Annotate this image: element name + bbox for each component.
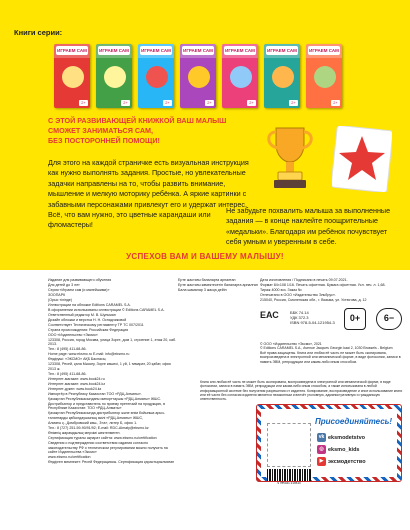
certification-marks [260, 306, 410, 342]
cover-illustration [62, 66, 84, 88]
social-label: эксмодетство [328, 459, 366, 465]
intro-line: БЕЗ ПОСТОРОННЕЙ ПОМОЩИ! [48, 136, 160, 146]
imprint-line: Формат 84×108 1/16. Печать офсетная. Бумага офсетная. Усл. печ. л. 1,68. [260, 282, 386, 287]
imprint-line: 123308, Ресей, қала Мәскеу, Зорге көшесі, 1 үй, 1 ғимарат, 20 қабат, офис 2013 ж. [48, 362, 172, 371]
age-badge: 2+ [247, 100, 256, 106]
imprint-line: Отпечатано в ООО «Издательство Эльбрус». [260, 292, 336, 297]
cover-illustration [314, 66, 336, 88]
imprint-line: Ерте жастағы балаларға арналған [178, 278, 236, 282]
imprint-line: (Орыс тілінде) [48, 297, 72, 302]
cover-title: ИГРАЕМ САМ [99, 48, 129, 53]
social-label: eksmodetstvo [328, 435, 365, 441]
imprint-line: Тел.: 8 (727) 251-59-90/91/92; E-mail: RDC-Almaty@eksmo.kz [48, 425, 149, 430]
intro-heading [48, 116, 248, 147]
imprint-line: 215040, Россия, Смоленская обл., г. Вязьма, ул. Устюгова, д. 12 [260, 297, 367, 302]
imprint-line: 123308, Россия, город Москва, улица Зорге, дом 1, строение 1, этаж 20, каб. 2013. [48, 337, 177, 347]
age-badge: 2+ [331, 100, 340, 106]
social-link-youtube[interactable] [317, 457, 401, 467]
cover-title: ИГРАЕМ САМ [309, 48, 339, 53]
star-medal-icon [332, 126, 392, 192]
imprint-line: Өндірген мемлекет: Ресей Федерациясы. Сертификация қарастырылмаған [48, 460, 175, 465]
imprint-line: Алматы қ., Домбровский көш., 3«а», литер Б, офис 1. [48, 420, 138, 425]
cover-illustration [272, 66, 294, 88]
imprint-line: Қазақстан Республикасында дистрибьютор және өнім бойынша арыз-талаптарды қабылдаушының өкілі «РДЦ-Алматы» ЖШС, [48, 411, 165, 420]
imprint-line: www.eksmo.ru/certification [48, 455, 91, 460]
card-title: Присоединяйтесь! [315, 417, 393, 426]
imprint-line: Сертификация туралы ақпарат сайтта: www.eksmo.ru/certification [48, 435, 157, 440]
imprint-line: Интернет-магазин: www.book24.ru [48, 376, 105, 381]
cover-title: ИГРАЕМ САМ [141, 48, 171, 53]
bbk-block [290, 310, 335, 325]
age-badge: 2+ [289, 100, 298, 106]
imprint-line: Сведения о подтверждении соответствия издания согласно законодательству РФ о техническом регулировании можно получить на сайте Издательства «Эксмо» [48, 440, 168, 455]
imprint-line: Дата изготовления / Подписано в печать 09.07.2021. [260, 278, 348, 282]
imprint-column-2 [178, 278, 260, 293]
imprint-line: Для детей до 3 лет [48, 282, 80, 287]
imprint-line: Импортёр в Республику Казахстан ТОО «РДЦ-Алматы». [48, 391, 142, 396]
imprint-line: Издание для развивающего обучения [48, 278, 112, 282]
imprint-line: Соответствует Техническому регламенту ТР ТС 007/2011 [48, 322, 144, 327]
cover-title: ИГРАЕМ САМ [225, 48, 255, 53]
cover-illustration [188, 66, 210, 88]
cover-title: ИГРАЕМ САМ [267, 48, 297, 53]
series-title: Книги серии: [14, 28, 63, 37]
youtube-icon: ▶ [317, 457, 326, 466]
imprint-line: Ерте жастағы көмектесетін балаларға арналған [178, 282, 258, 287]
success-slogan: УСПЕХОВ ВАМ И ВАШЕМУ МАЛЫШУ! [126, 252, 284, 261]
imprint-line: Тираж 4000 экз. Заказ № [260, 287, 302, 292]
imprint-line: Серия «Играем сам (и малейшими)» [48, 287, 110, 292]
imprint-column-1 [48, 278, 176, 465]
cover-illustration [146, 66, 168, 88]
social-link-instagram[interactable] [317, 445, 401, 455]
book-cover [138, 44, 174, 108]
imprint-line: В оформлении использованы иллюстрации © Editions CARAMEL S.A. [48, 307, 165, 312]
imprint-line: Интернет-магазин: www.book24.kz [48, 381, 106, 386]
imprint-line: Бала шамалар 3 жасқа дейін [178, 287, 227, 292]
age-badge: 2+ [205, 100, 214, 106]
imprint-line: Дистрибьютор и представитель по приему претензий на продукцию, в Республике Казахстан: ТОО «РДЦ-Алматы» [48, 401, 166, 411]
postage-stamp [267, 423, 311, 467]
imprint-line: Өндіруші: «ЭКСМО» АҚБ Баспасы, [48, 357, 107, 362]
book-cover [96, 44, 132, 108]
age-badge: 2+ [163, 100, 172, 106]
imprint-line: Дизайн обложки и верстка Н. Н. Оспадчиковой [48, 317, 127, 322]
imprint-line: ООО «Издательство «Эксмо» [48, 332, 98, 337]
copyright-block [260, 342, 406, 364]
book-cover [306, 44, 342, 108]
age-badge: 2+ [79, 100, 88, 106]
imprint-line: Тел.: 8 (495) 411-68-86. [48, 347, 87, 352]
imprint-line: Страна происхождения: Российская Федерация [48, 327, 129, 332]
eac-mark: ЕАС [260, 310, 279, 320]
imprint-line: Ответственный редактор М. В. Шульман [48, 312, 116, 317]
imprint-column-3 [260, 278, 406, 303]
imprint-line: © Editions CARAMEL S.A., Avenue Jacques Georgin kaai 2, 1030 Brussels - Belgium [260, 346, 393, 351]
vk-icon: vk [318, 434, 325, 441]
book-cover [264, 44, 300, 108]
age-rating-badge: 0+ [344, 308, 366, 330]
intro-line: С ЭТОЙ РАЗВИВАЮЩЕЙ КНИЖКОЙ ВАШ МАЛЫШ [48, 116, 227, 125]
card-inner [261, 409, 397, 485]
imprint-line: Тел.: 8 (495) 411-68-86. [48, 371, 87, 376]
imprint-line: Home page: www.eksmo.ru E-mail: info@eksmo.ru [48, 352, 130, 357]
imprint-line: Иллюстрации на обложке Editions CARAMEL S.A. [48, 302, 131, 307]
isbn-line: ISBN 978-5-04-121954-3 [290, 320, 335, 325]
legal-notice: Книга или любая её часть не может быть скопирована, воспроизведена в электронной или механической форме, в виде фотокопии, записи в память ЭВМ, репродукции или каким-либо иным способом, а также использована в любой информационной системе без получения разрешения от издателя. Копирование, воспроизведение и иное использование книги или её части без согласия издателя является незаконным и влечёт уголовную, административную и гражданскую ответственность. [200, 380, 403, 402]
book-cover [222, 44, 258, 108]
barcode [267, 469, 311, 481]
imprint-line: Қазақстан Республикасындағы импорттаушы «РДЦ-Алматы» ЖШС. [48, 396, 162, 401]
cover-title: ИГРАЕМ САМ [183, 48, 213, 53]
intro-line: СМОЖЕТ ЗАНИМАТЬСЯ САМ, [48, 126, 154, 136]
book-cover [54, 44, 90, 108]
imprint-line: Өнімнің жарамдылық мерзімі шектелмеген. [48, 430, 121, 435]
imprint-line: ЗООПАРК [48, 292, 66, 297]
bbk-line: ББК 74.14 [290, 310, 309, 315]
cover-illustration [230, 66, 252, 88]
imprint-line: Интернет-дүкен: www.book24.kz [48, 386, 102, 391]
imprint-area [0, 270, 410, 530]
age-warning-badge: 6− [376, 308, 402, 330]
instagram-icon: ◎ [317, 445, 326, 454]
cover-title: ИГРАЕМ САМ [57, 48, 87, 53]
praise-text: Не забудьте похвалить малыша за выполненные задания — в конце наклейте поощрительные «медальки». Благодаря им ребёнок почувствует себя умным и уверенным в себе. [226, 206, 391, 247]
udk-line: УДК 372.3 [290, 315, 309, 320]
imprint-line: © ООО «Издательство «Эксмо», 2021 [260, 342, 322, 346]
cover-illustration [104, 66, 126, 88]
body-text: Для этого на каждой страничке есть визуальная инструкция как нужно выполнять задания. Простые, но увлекательные задачки направлены на то, чтобы развить внимание, мышление и мелкую моторику ребёнка. А яркие картинки с забавными персонажами привлекут его и удержат интерес. Всё, что вам нужно, это цветные карандаши или фломастеры! [48, 158, 249, 230]
book-covers [54, 44, 360, 118]
trophy-icon [262, 122, 318, 192]
book-cover [180, 44, 216, 108]
social-label: eksmo_kids [328, 447, 360, 453]
social-link-vk[interactable] [317, 433, 401, 443]
barcode-number: 9 785041 219543 [277, 481, 301, 485]
join-us-card [256, 404, 402, 485]
age-badge: 2+ [121, 100, 130, 106]
imprint-line: Всё права защищены. Книга или любая её часть не может быть скопирована, воспроизведена в электронной или механической форме, в виде фотокопии, записи в память ЭВМ, репродукции или каким-либо иным способом. [260, 350, 401, 364]
